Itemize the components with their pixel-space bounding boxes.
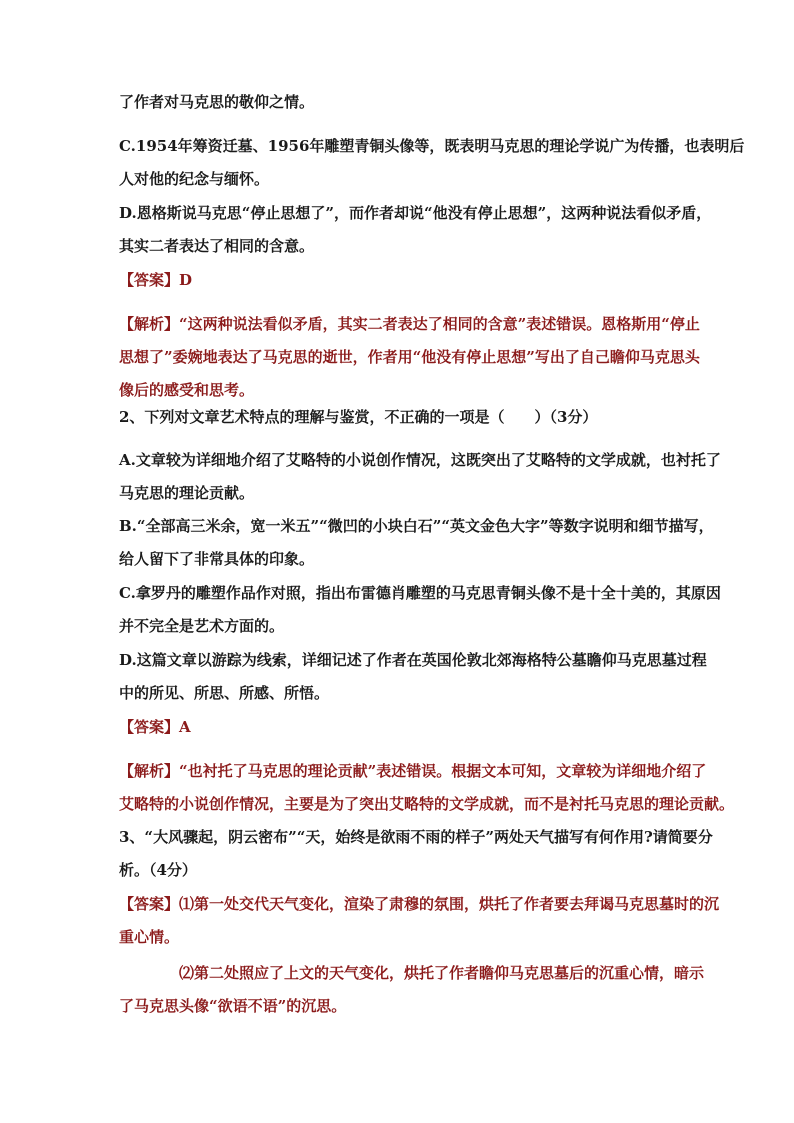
text-line: ⑵第二处照应了上文的天气变化，烘托了作者瞻仰马克思墓后的沉重心情，暗示 xyxy=(179,964,705,982)
text-line: 像后的感受和思考。 xyxy=(119,381,255,399)
text-line: 人对他的纪念与缅怀。 xyxy=(119,170,270,188)
text-line: B.“全部高三米余，宽一米五”“微凹的小块白石”“英文金色大字”等数字说明和细节描写， xyxy=(119,517,714,535)
answer-3 xyxy=(119,888,720,954)
text-line: 重心情。 xyxy=(119,928,180,946)
text-line: 艾略特的小说创作情况，主要是为了突出艾略特的文学成就，而不是衬托马克思的理论贡献。 xyxy=(119,795,735,813)
text-line: 【答案】A xyxy=(119,718,191,736)
analysis-1 xyxy=(119,308,700,407)
text-line: 【答案】⑴第一处交代天气变化，渲染了肃穆的氛围，烘托了作者要去拜谒马克思墓时的沉 xyxy=(119,895,720,913)
text-line: 中的所见、所思、所感、所悟。 xyxy=(119,684,330,702)
question-2-option-d xyxy=(119,644,707,710)
answer-3-part-2 xyxy=(119,957,705,1023)
text-line: A.文章较为详细地介绍了艾略特的小说创作情况，这既突出了艾略特的文学成就，也衬托了 xyxy=(119,451,721,469)
text-line: 并不完全是艺术方面的。 xyxy=(119,617,285,635)
text-line: 了马克思头像“欲语不语”的沉思。 xyxy=(119,997,347,1015)
text-line: 其实二者表达了相同的含意。 xyxy=(119,237,315,255)
text-line: 【答案】D xyxy=(119,271,193,289)
paragraph-option-b-tail xyxy=(119,86,679,119)
analysis-2 xyxy=(119,755,735,821)
question-2 xyxy=(119,401,679,434)
text-line: 【解析】“也衬托了马克思的理论贡献”表述错误。根据文本可知，文章较为详细地介绍了 xyxy=(119,762,707,780)
text-line: 马克思的理论贡献。 xyxy=(119,484,255,502)
answer-2 xyxy=(119,711,679,744)
text-line: 2、下列对文章艺术特点的理解与鉴赏，不正确的一项是（ ）（3分） xyxy=(119,408,598,426)
question-3 xyxy=(119,821,713,887)
paragraph-option-c xyxy=(119,130,745,196)
answer-1 xyxy=(119,264,679,297)
text-line: 3、“大风骤起，阴云密布”“天，始终是欲雨不雨的样子”两处天气描写有何作用?请简要分 xyxy=(119,828,713,846)
text-line: D.这篇文章以游踪为线索，详细记述了作者在英国伦敦北郊海格特公墓瞻仰马克思墓过程 xyxy=(119,651,707,669)
text-line: 析。（4分） xyxy=(119,861,197,879)
text-line: D.恩格斯说马克思“停止思想了”，而作者却说“他没有停止思想”，这两种说法看似矛盾， xyxy=(119,204,712,222)
text-line: 【解析】“这两种说法看似矛盾，其实二者表达了相同的含意”表述错误。恩格斯用“停止 xyxy=(119,315,700,333)
text-line: C.1954年筹资迁墓、1956年雕塑青铜头像等，既表明马克思的理论学说广为传播，也表明后 xyxy=(119,137,745,155)
question-2-option-a xyxy=(119,444,721,510)
text-line: 了作者对马克思的敬仰之情。 xyxy=(119,93,315,111)
text-line: 给人留下了非常具体的印象。 xyxy=(119,550,315,568)
text-line: C.拿罗丹的雕塑作品作对照，指出布雷德肖雕塑的马克思青铜头像不是十全十美的，其原因 xyxy=(119,584,721,602)
question-2-option-b xyxy=(119,510,714,576)
question-2-option-c xyxy=(119,577,721,643)
paragraph-option-d xyxy=(119,197,712,263)
text-line: 思想了”委婉地表达了马克思的逝世，作者用“他没有停止思想”写出了自己瞻仰马克思头 xyxy=(119,348,700,366)
